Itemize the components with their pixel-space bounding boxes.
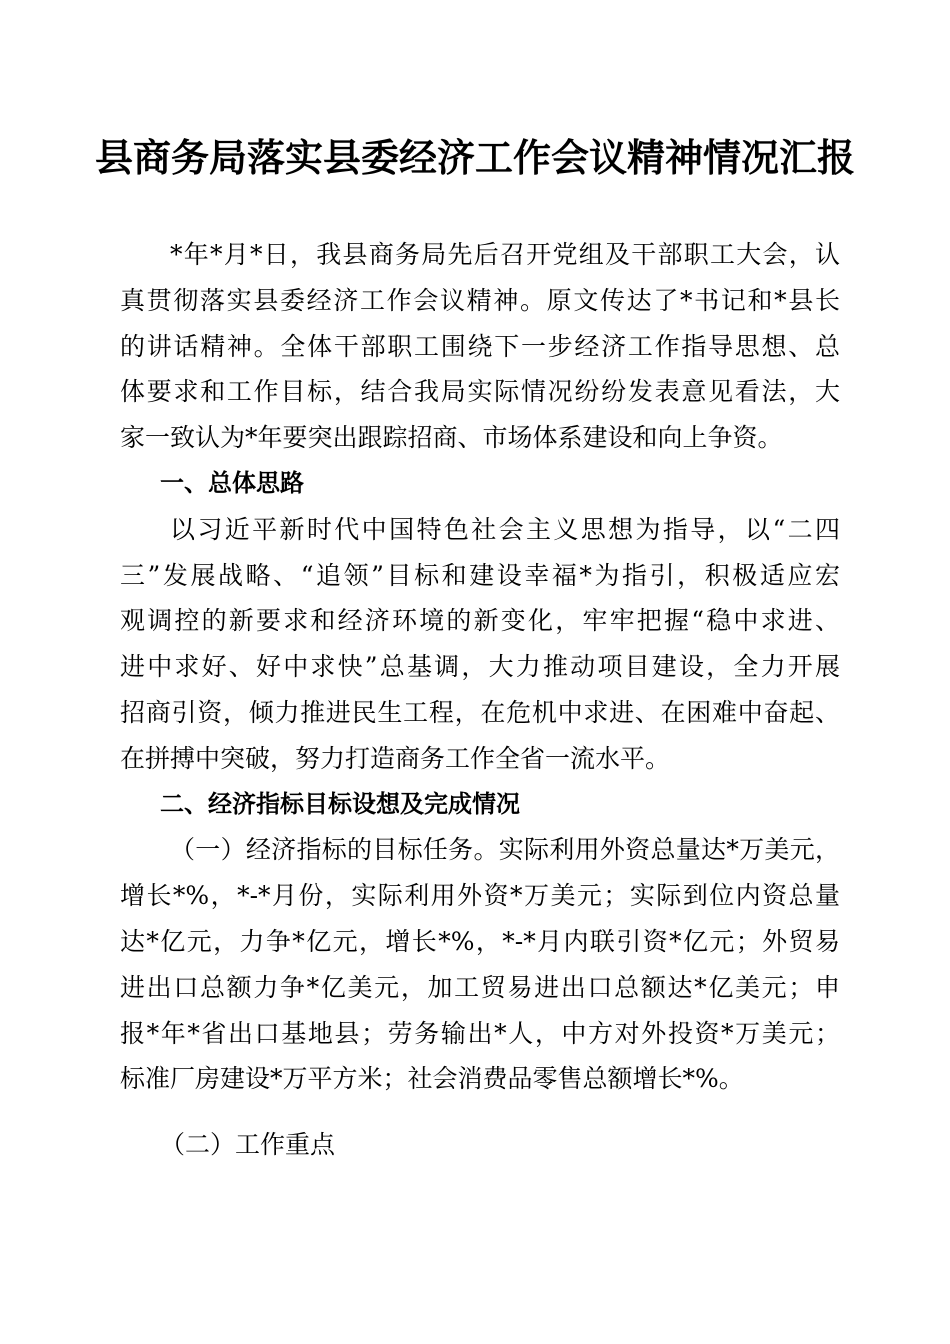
- section1-line: 在拼搏中突破，努力打造商务工作全省一流水平。: [120, 743, 671, 773]
- document-body: [120, 232, 840, 1168]
- sub-heading-work-focus: （二）工作重点: [160, 1130, 336, 1160]
- section1-line: 进中求好、好中求快”总基调，大力推动项目建设，全力开展: [120, 652, 840, 682]
- section-heading-overall-approach: 一、总体思路: [160, 468, 304, 497]
- section1-line: 以习近平新时代中国特色社会主义思想为指导，以“二四: [170, 514, 840, 544]
- section-heading-economic-targets: 二、经济指标目标设想及完成情况: [160, 789, 520, 818]
- section2-line: 进出口总额力争*亿美元，加工贸易进出口总额达*亿美元；申: [120, 972, 840, 1002]
- section1-line: 观调控的新要求和经济环境的新变化，牢牢把握“稳中求进、: [120, 606, 840, 636]
- section2-line: 标准厂房建设*万平方米；社会消费品零售总额增长*%。: [120, 1064, 744, 1094]
- section2-line: （一）经济指标的目标任务。实际利用外资总量达*万美元，: [170, 835, 840, 865]
- intro-line: 体要求和工作目标，结合我局实际情况纷纷发表意见看法，大: [120, 377, 840, 407]
- section1-line: 招商引资，倾力推进民生工程，在危机中求进、在困难中奋起、: [120, 697, 840, 727]
- intro-line: 的讲话精神。全体干部职工围绕下一步经济工作指导思想、总: [120, 331, 840, 361]
- section1-line: 三”发展战略、“追领”目标和建设幸福*为指引，积极适应宏: [120, 560, 840, 590]
- section2-line: 达*亿元，力争*亿元，增长*%，*-*月内联引资*亿元；外贸易: [120, 926, 840, 956]
- intro-line: 真贯彻落实县委经济工作会议精神。原文传达了*书记和*县长: [120, 285, 840, 315]
- section2-line: 报*年*省出口基地县；劳务输出*人，中方对外投资*万美元；: [120, 1018, 840, 1048]
- document-title: 县商务局落实县委经济工作会议精神情况汇报: [94, 135, 855, 180]
- intro-line: *年*月*日，我县商务局先后召开党组及干部职工大会，认: [170, 240, 840, 269]
- section2-line: 增长*%，*-*月份，实际利用外资*万美元；实际到位内资总量: [120, 881, 840, 911]
- intro-line: 家一致认为*年要突出跟踪招商、市场体系建设和向上争资。: [120, 423, 783, 453]
